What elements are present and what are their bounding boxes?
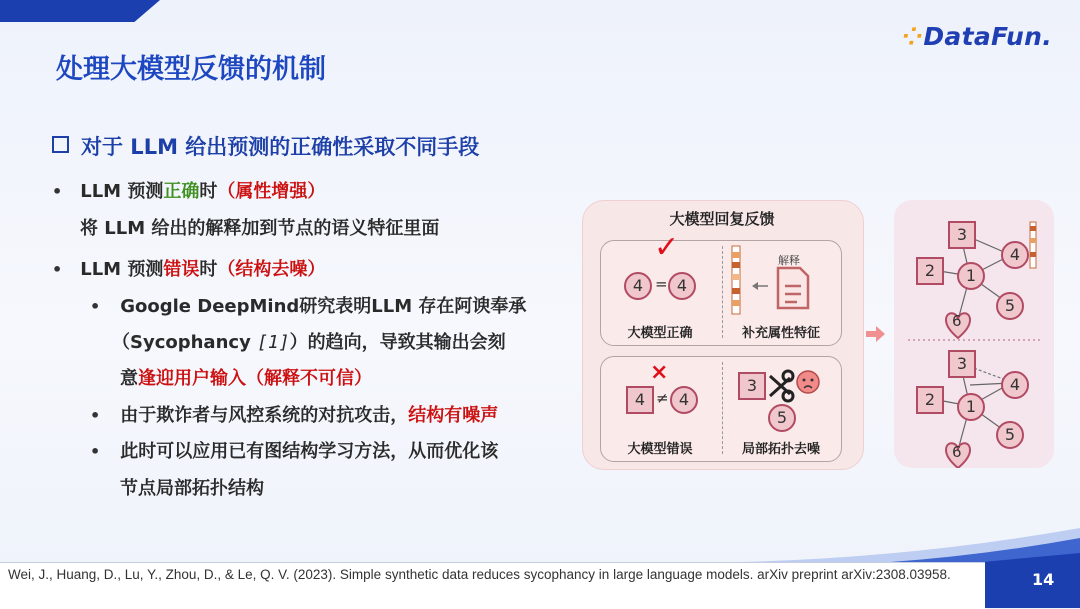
- document-icon: [778, 268, 808, 308]
- graph-node-label: 6: [952, 443, 962, 461]
- node-square: 3: [738, 372, 766, 400]
- graph-node-label: 6: [952, 312, 962, 330]
- checkbox-square-icon: [52, 136, 69, 153]
- check-icon: ✓: [654, 230, 680, 265]
- sub-bullet-sycophancy: • Google DeepMind研究表明LLM 存在阿谀奉承: [90, 296, 527, 317]
- cross-icon: ×: [650, 360, 669, 385]
- sub-bullet-sycophancy-line2: （Sycophancy [1]）的趋向，导致其输出会刻: [112, 332, 506, 353]
- corner-decoration: [0, 0, 160, 22]
- node-circle: 5: [768, 404, 796, 432]
- node-square: 4: [626, 386, 654, 414]
- graph-node: 4: [1001, 371, 1029, 399]
- page-number: 14: [1032, 570, 1055, 589]
- node-circle: 4: [670, 386, 698, 414]
- graph-node: 1: [957, 262, 985, 290]
- not-equal-sign: ≠: [656, 389, 669, 407]
- caption-llm-wrong: 大模型错误: [627, 442, 693, 457]
- graph-node: 3: [948, 350, 976, 378]
- graph-node: 5: [996, 421, 1024, 449]
- graph-node: 3: [948, 221, 976, 249]
- datafun-logo: ⁘DataFun.: [902, 22, 1052, 51]
- sub-bullet-noise: • 由于欺诈者与风控系统的对抗攻击，结构有噪声: [90, 405, 499, 426]
- feedback-panel-title: 大模型回复反馈: [669, 210, 775, 228]
- caption-add-features: 补充属性特征: [741, 326, 820, 341]
- feature-vector-icon: [732, 246, 740, 314]
- caption-local-denoise: 局部拓扑去噪: [741, 442, 820, 457]
- node-circle: 4: [624, 272, 652, 300]
- sub-bullet-graph-learning-line2: 节点局部拓扑结构: [120, 478, 264, 499]
- bullet-wrong: • LLM 预测错误时（结构去噪）: [52, 259, 326, 280]
- sub-bullet-sycophancy-line3: 意逢迎用户输入（解释不可信）: [120, 368, 372, 389]
- bullet-correct-detail: 将 LLM 给出的解释加到节点的语义特征里面: [80, 218, 440, 239]
- arrow-left-icon: [752, 282, 768, 290]
- explanation-label: 解释: [778, 254, 800, 267]
- scissors-icon: [764, 368, 820, 406]
- graph-node: 2: [916, 386, 944, 414]
- arrow-right-icon: [866, 324, 886, 344]
- sub-bullet-graph-learning: • 此时可以应用已有图结构学习方法，从而优化该: [90, 441, 499, 462]
- graph-node: 2: [916, 257, 944, 285]
- feature-vector-icon: [1030, 222, 1036, 268]
- slide-title: 处理大模型反馈的机制: [56, 54, 326, 85]
- caption-llm-correct: 大模型正确: [627, 326, 693, 341]
- divider: [722, 246, 723, 338]
- equals-sign: =: [655, 275, 668, 293]
- citation: Wei, J., Huang, D., Lu, Y., Zhou, D., & Le, Q. V. (2023). Simple synthetic data reduces sycophancy in large language models. arXiv preprint arXiv:2308.03958.: [8, 567, 951, 582]
- node-circle: 4: [668, 272, 696, 300]
- graph-node: 1: [957, 393, 985, 421]
- graph-node: 4: [1001, 241, 1029, 269]
- graph-node: 5: [996, 292, 1024, 320]
- bullet-correct: • LLM 预测正确时（属性增强）: [52, 181, 326, 202]
- angry-face-icon: [797, 371, 819, 393]
- divider: [722, 362, 723, 454]
- section-heading: 对于 LLM 给出预测的正确性采取不同手段: [52, 131, 479, 161]
